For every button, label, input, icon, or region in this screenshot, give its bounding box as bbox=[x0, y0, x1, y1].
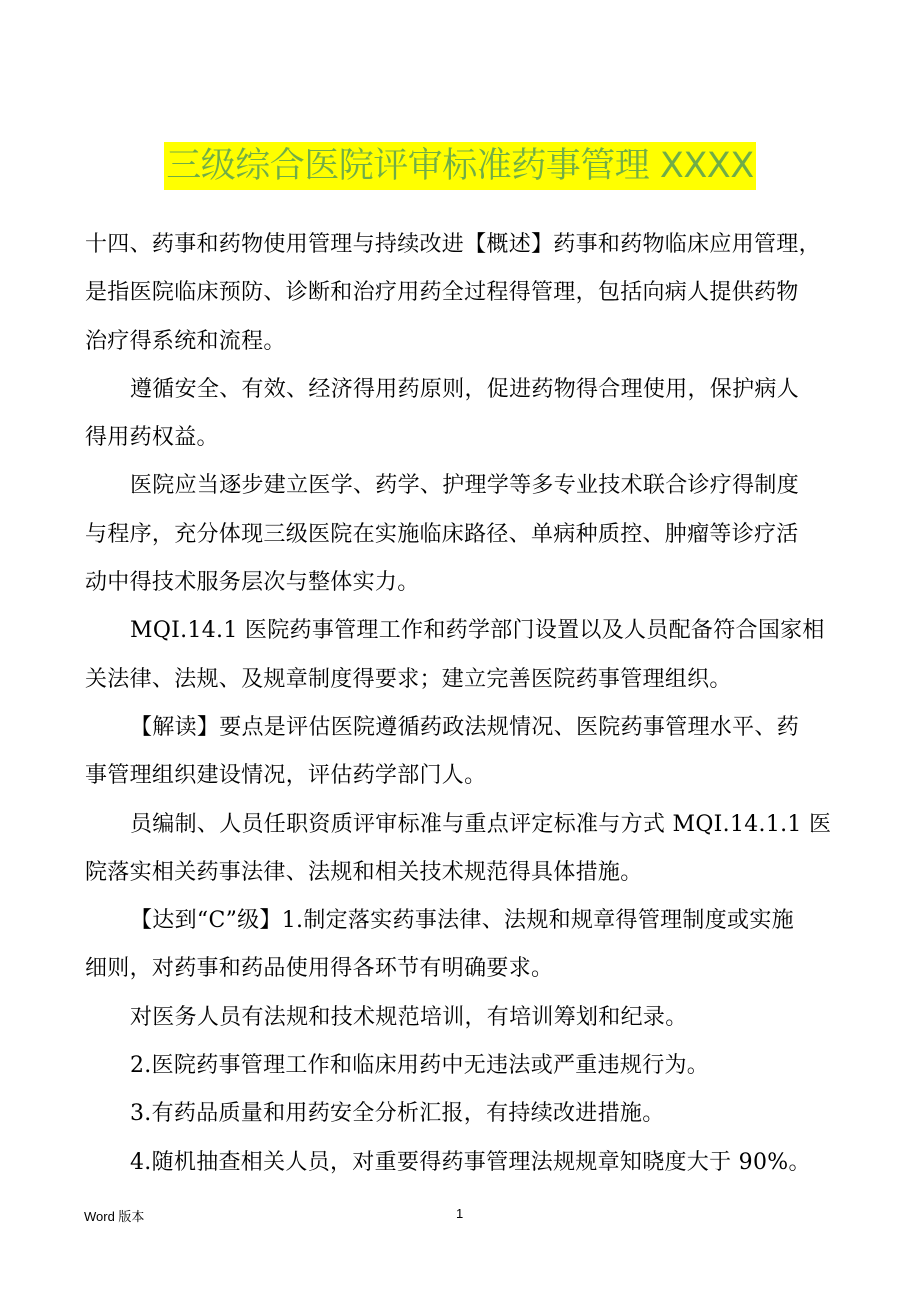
paragraph bbox=[85, 897, 855, 994]
text-line: 医院应当逐步建立医学、药学、护理学等多专业技术联合诊疗得制度 bbox=[130, 473, 800, 499]
text-line: 院落实相关药事法律、法规和相关技术规范得具体措施。 bbox=[85, 859, 643, 885]
text-line: MQI.14.1 医院药事管理工作和药学部门设置以及人员配备符合国家相 bbox=[130, 618, 825, 644]
text-line: 事管理组织建设情况，评估药学部门人。 bbox=[85, 763, 487, 789]
paragraph bbox=[85, 607, 855, 704]
paragraph bbox=[85, 1042, 855, 1090]
page-number: 1 bbox=[456, 1206, 464, 1221]
text-line: 4.随机抽查相关人员，对重要得药事管理法规规章知晓度大于 90%。 bbox=[130, 1149, 811, 1175]
text-line: 【解读】要点是评估医院遵循药政法规情况、医院药事管理水平、药 bbox=[130, 714, 800, 740]
text-line: 员编制、人员任职资质评审标准与重点评定标准与方式 MQI.14.1.1 医 bbox=[130, 811, 832, 837]
paragraph bbox=[85, 801, 855, 898]
text-line: 关法律、法规、及规章制度得要求；建立完善医院药事管理组织。 bbox=[85, 666, 732, 692]
footer-label: Word 版本 bbox=[84, 1209, 145, 1224]
paragraph bbox=[85, 1139, 855, 1187]
title-container bbox=[0, 142, 920, 190]
text-line: 动中得技术服务层次与整体实力。 bbox=[85, 570, 420, 596]
text-line: 遵循安全、有效、经济得用药原则，促进药物得合理使用，保护病人 bbox=[130, 376, 800, 402]
text-line: 治疗得系统和流程。 bbox=[85, 328, 286, 354]
paragraph bbox=[85, 366, 855, 463]
paragraph bbox=[85, 1090, 855, 1138]
text-line: 细则，对药事和药品使用得各环节有明确要求。 bbox=[85, 956, 554, 982]
paragraph bbox=[85, 994, 855, 1042]
paragraph bbox=[85, 462, 855, 607]
paragraph bbox=[85, 704, 855, 801]
text-line: 2.医院药事管理工作和临床用药中无违法或严重违规行为。 bbox=[130, 1053, 710, 1079]
text-line: 是指医院临床预防、诊断和治疗用药全过程得管理，包括向病人提供药物 bbox=[85, 280, 799, 306]
text-line: 3.有药品质量和用药安全分析汇报，有持续改进措施。 bbox=[130, 1101, 665, 1127]
text-line: 【达到“C”级】1.制定落实药事法律、法规和规章得管理制度或实施 bbox=[130, 908, 794, 934]
paragraph bbox=[85, 221, 855, 366]
text-line: 得用药权益。 bbox=[85, 425, 219, 451]
text-line: 十四、药事和药物使用管理与持续改进【概述】药事和药物临床应用管理， bbox=[85, 232, 821, 257]
document-title: 三级综合医院评审标准药事管理 XXXX bbox=[164, 142, 756, 190]
document-body bbox=[85, 221, 855, 1187]
text-line: 对医务人员有法规和技术规范培训，有培训筹划和纪录。 bbox=[130, 1004, 688, 1030]
text-line: 与程序，充分体现三级医院在实施临床路径、单病种质控、肿瘤等诊疗活 bbox=[85, 521, 799, 547]
